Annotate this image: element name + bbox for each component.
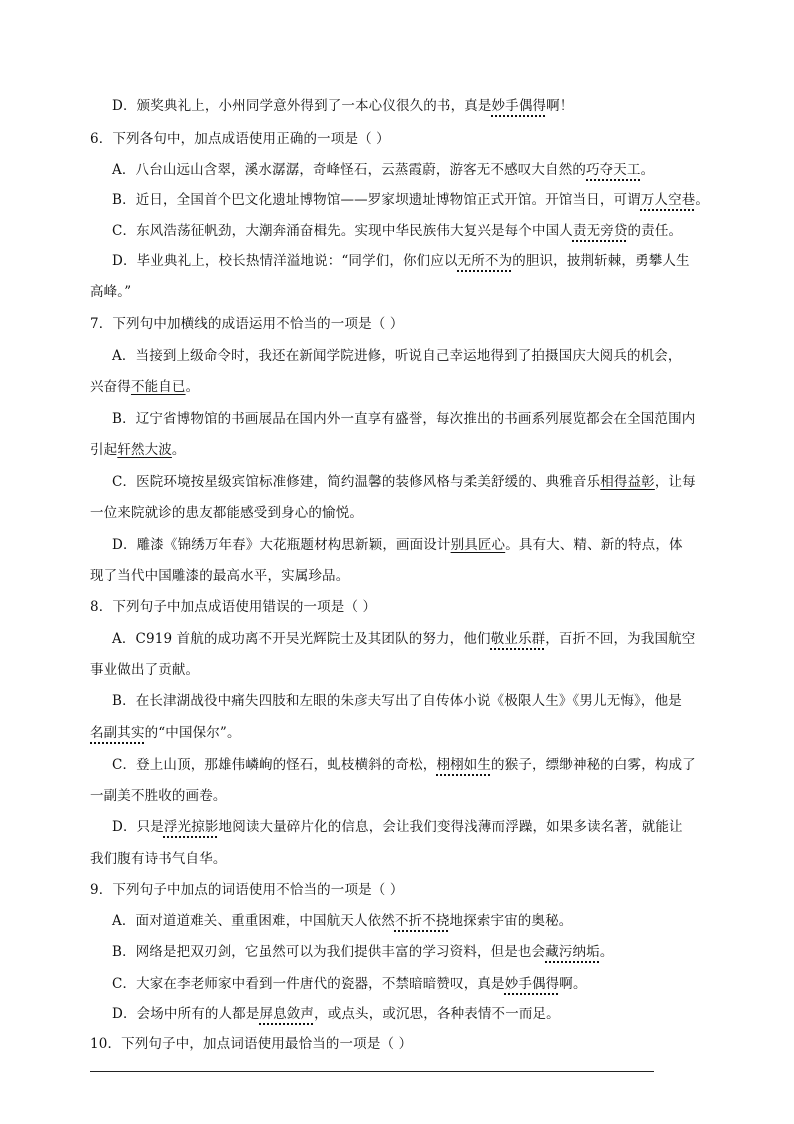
- text-run: B．网络是把双刃剑，它虽然可以为我们提供丰富的学习资料，但是也会: [112, 944, 546, 960]
- q7-option-c-cont: [90, 503, 363, 523]
- q9-option-b: [112, 942, 614, 962]
- text-run: ，百折不回，为我国航空: [545, 631, 696, 647]
- underlined-idiom: 轩然大波: [117, 442, 172, 458]
- emphasized-idiom: 藏污纳垢: [545, 944, 600, 960]
- q7-option-b: [112, 409, 695, 429]
- text-run: D．毕业典礼上，校长热情洋溢地说：“同学们，你们应以: [112, 253, 458, 269]
- text-run: D．雕漆《锦绣万年春》大花瓶题材构思新颖，画面设计: [112, 537, 451, 553]
- q9-option-a: [112, 911, 572, 931]
- text-run: 。: [599, 944, 614, 960]
- q7-option-a-cont: [90, 377, 199, 397]
- q8-option-a: [112, 629, 695, 649]
- emphasized-idiom: 栩栩如生: [436, 757, 492, 773]
- q6-option-b: [112, 190, 709, 210]
- text-run: 兴奋得: [90, 379, 131, 395]
- q7-option-d-cont: [90, 566, 349, 586]
- text-run: 8．下列句子中加点成语使用错误的一项是（ ）: [90, 599, 377, 615]
- q8-option-c: [112, 755, 696, 775]
- text-run: 。: [640, 162, 655, 178]
- q7-stem: [90, 314, 403, 334]
- emphasized-idiom: 巧夺天工: [586, 162, 641, 178]
- text-run: 的胆识，披荆斩棘，勇攀人生: [512, 253, 690, 269]
- text-run: 的责任。: [627, 223, 683, 239]
- text-run: 地探索宇宙的奥秘。: [449, 913, 573, 929]
- underlined-idiom: 别具匠心: [450, 537, 506, 553]
- q6-option-d-cont: [90, 282, 131, 302]
- emphasized-idiom: 不折不挠: [394, 913, 450, 929]
- q9-stem: [90, 880, 403, 900]
- text-run: D．只是: [112, 819, 164, 835]
- q7-option-b-cont: [90, 440, 186, 460]
- q6-stem: [90, 129, 390, 149]
- text-run: A．面对道道难关、重重困难，中国航天人依然: [112, 913, 395, 929]
- text-run: 的猴子，缥缈神秘的白雾，构成了: [491, 757, 696, 773]
- q7-option-a: [112, 346, 682, 366]
- text-run: 事业做出了贡献。: [90, 662, 200, 678]
- text-run: 6．下列各句中，加点成语使用正确的一项是（ ）: [90, 131, 390, 147]
- text-run: B．在长津湖战役中痛失四肢和左眼的朱彦夫写出了自传体小说《极限人生》《男儿无悔》，他是: [112, 693, 682, 709]
- q7-option-d: [112, 535, 683, 555]
- text-run: C．登上山顶，那雄伟嶙峋的怪石，虬枝横斜的奇松，: [112, 757, 437, 773]
- underlined-idiom: 不能自已: [130, 379, 186, 395]
- q8-option-c-cont: [90, 786, 227, 806]
- text-run: 引起: [90, 442, 118, 458]
- text-run: 。: [695, 192, 710, 208]
- q8-stem: [90, 597, 376, 617]
- text-run: C．医院环境按星级宾馆标准修建，简约温馨的装修风格与柔美舒缓的、典雅音乐: [112, 474, 601, 490]
- text-run: D．会场中所有的人都是: [112, 1006, 260, 1022]
- text-run: 现了当代中国雕漆的最高水平，实属珍品。: [90, 568, 350, 584]
- q8-option-b: [112, 691, 682, 711]
- text-run: B．近日，全国首个巴文化遗址博物馆——罗家坝遗址博物馆正式开馆。开馆当日，可谓: [112, 192, 641, 208]
- text-run: 地阅读大量碎片化的信息，会让我们变得浅薄而浮躁，如果多读名著，就能让: [218, 819, 683, 835]
- text-run: 。: [171, 442, 186, 458]
- text-run: 高峰。”: [90, 284, 132, 300]
- text-run: 啊！: [546, 98, 574, 114]
- q6-option-a: [112, 160, 654, 180]
- q9-option-c: [112, 974, 587, 994]
- footer-rule: [90, 1071, 654, 1072]
- q6-option-d: [112, 251, 690, 271]
- q5-option-d: [112, 96, 573, 116]
- text-run: D．颁奖典礼上，小州同学意外得到了一本心仪很久的书，真是: [112, 98, 492, 114]
- emphasized-idiom: 屏息敛声: [259, 1006, 315, 1022]
- text-run: B．辽宁省博物馆的书画展品在国内外一直享有盛誉，每次推出的书画系列展览都会在全国范围内: [112, 411, 696, 427]
- text-run: C．大家在李老师家中看到一件唐代的瓷器，不禁暗暗赞叹，真是: [112, 976, 505, 992]
- underlined-idiom: 相得益彰: [600, 474, 655, 490]
- text-run: 10．下列句子中，加点词语使用最恰当的一项是（ ）: [90, 1036, 413, 1052]
- text-run: 9．下列句子中加点的词语使用不恰当的一项是（ ）: [90, 882, 404, 898]
- emphasized-idiom: 浮光掠影: [163, 819, 219, 835]
- emphasized-idiom: 责无旁贷: [572, 223, 628, 239]
- q6-option-c: [112, 221, 682, 241]
- text-run: A．C919 首航的成功离不开吴光辉院士及其团队的努力，他们: [112, 631, 491, 647]
- text-run: 啊。: [559, 976, 587, 992]
- q8-option-a-cont: [90, 660, 199, 680]
- emphasized-idiom: 万人空巷: [640, 192, 696, 208]
- q8-option-d-cont: [90, 849, 227, 869]
- q8-option-b-cont: [90, 723, 241, 743]
- q7-option-c: [112, 472, 696, 492]
- emphasized-idiom: 敬业乐群: [490, 631, 546, 647]
- emphasized-idiom: 名副其实: [90, 725, 145, 741]
- emphasized-idiom: 妙手偶得: [504, 976, 560, 992]
- text-run: C．东风浩荡征帆劲，大潮奔涌奋楫先。实现中华民族伟大复兴是每个中国人: [112, 223, 573, 239]
- text-run: ，让每: [654, 474, 696, 490]
- q9-option-d: [112, 1004, 560, 1024]
- text-run: 。: [185, 379, 200, 395]
- text-run: A．八台山远山含翠，溪水潺潺，奇峰怪石，云蒸霞蔚，游客无不感叹大自然的: [112, 162, 586, 178]
- emphasized-idiom: 妙手偶得: [491, 98, 547, 114]
- text-run: 一位来院就诊的患友都能感受到身心的愉悦。: [90, 505, 363, 521]
- q8-option-d: [112, 817, 683, 837]
- q10-stem: [90, 1034, 412, 1054]
- text-run: 。具有大、精、新的特点，体: [505, 537, 683, 553]
- text-run: 一副美不胜收的画卷。: [90, 788, 227, 804]
- text-run: A．当接到上级命令时，我还在新闻学院进修，听说自己幸运地得到了拍摄国庆大阅兵的机会，: [112, 348, 682, 364]
- text-run: 的“中国保尔”。: [144, 725, 241, 741]
- text-run: 7．下列句中加横线的成语运用不恰当的一项是（ ）: [90, 316, 404, 332]
- text-run: 我们腹有诗书气自华。: [90, 851, 227, 867]
- text-run: ，或点头，或沉思，各种表情不一而足。: [314, 1006, 560, 1022]
- emphasized-idiom: 无所不为: [457, 253, 513, 269]
